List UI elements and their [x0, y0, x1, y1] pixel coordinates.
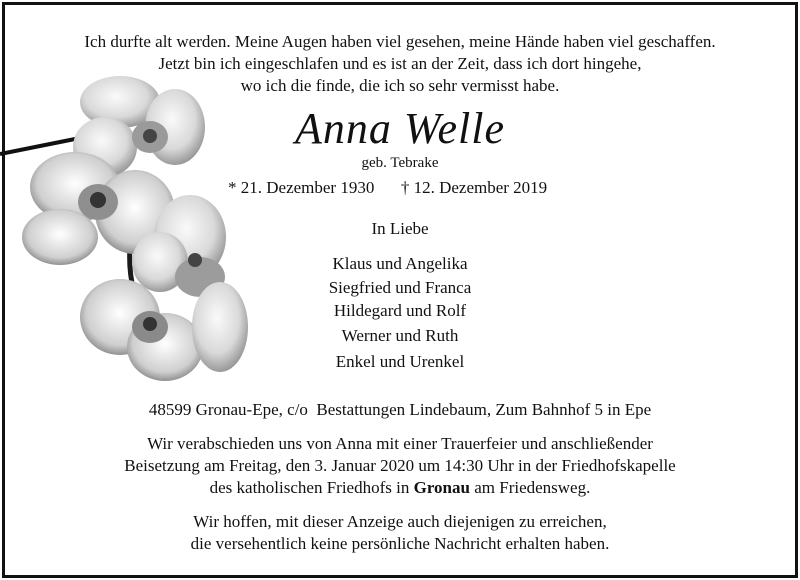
closing-line: Wir hoffen, mit dieser Anzeige auch diejenigen zu erreichen,: [193, 512, 607, 531]
poem-line: Ich durfte alt werden. Meine Augen haben viel gesehen, meine Hände haben viel geschaffen.: [84, 32, 716, 51]
funeral-line: Wir verabschieden uns von Anna mit einer Trauerfeier und anschließender: [147, 434, 653, 453]
death-date: † 12. Dezember 2019: [400, 178, 548, 197]
poem-line: wo ich die finde, die ich so sehr vermisst habe.: [240, 76, 560, 95]
funeral-line: Beisetzung am Freitag, den 3. Januar 2020 um 14:30 Uhr in der Friedhofskapelle: [124, 456, 676, 475]
birth-date: * 21. Dezember 1930: [228, 178, 375, 197]
mourner-name: Werner und Ruth: [341, 326, 459, 345]
mourner-name: Siegfried und Franca: [328, 278, 472, 297]
deceased-name: Anna Welle: [295, 104, 505, 153]
mourner-name: Hildegard und Rolf: [333, 301, 467, 320]
mourner-name: Klaus und Angelika: [332, 254, 468, 273]
life-dates: [228, 178, 608, 198]
funeral-place: Gronau: [413, 478, 470, 497]
mourners-intro: In Liebe: [371, 219, 429, 238]
closing-line: die versehentlich keine persönliche Nachricht erhalten haben.: [190, 534, 610, 553]
poem-line: Jetzt bin ich eingeschlafen und es ist an der Zeit, dass ich dort hingehe,: [158, 54, 642, 73]
funeral-text: des katholischen Friedhofs in: [209, 478, 414, 497]
birth-name: geb. Tebrake: [361, 155, 439, 171]
funeral-line: [0, 478, 800, 498]
funeral-text: am Friedensweg.: [469, 478, 591, 497]
mourner-name: Enkel und Urenkel: [335, 352, 465, 371]
contact-address: 48599 Gronau-Epe, c/o Bestattungen Lindebaum, Zum Bahnhof 5 in Epe: [148, 400, 652, 419]
